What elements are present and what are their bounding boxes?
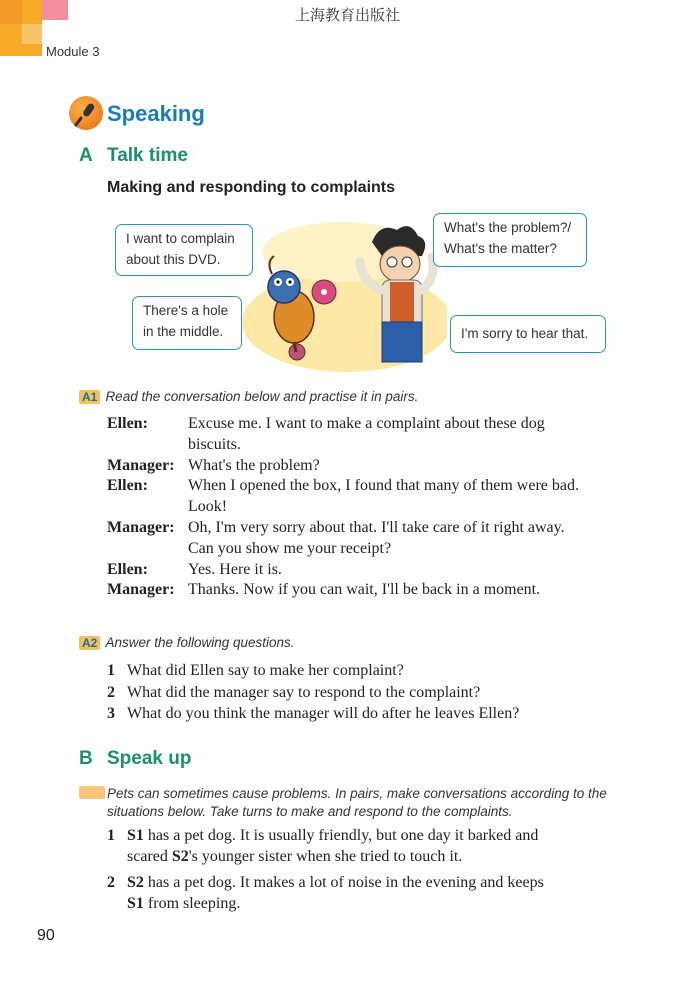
dvd-disc bbox=[312, 280, 336, 304]
question-number: 2 bbox=[107, 683, 115, 701]
dialogue-line: When I opened the box, I found that many of them were bad. bbox=[188, 477, 579, 495]
dialogue-line: Yes. Here it is. bbox=[188, 560, 282, 578]
bubble-line: in the middle. bbox=[143, 324, 224, 339]
question-text: What do you think the manager will do after he leaves Ellen? bbox=[127, 705, 520, 722]
bubble-line: There's a hole bbox=[143, 303, 229, 318]
a2-instruction-row bbox=[79, 632, 295, 651]
dialogue-line: Can you show me your receipt? bbox=[188, 539, 392, 557]
question-item bbox=[107, 682, 519, 704]
part-a-title: Talk time bbox=[107, 145, 188, 166]
student-label: S2 bbox=[127, 874, 144, 891]
dialogue-line: Look! bbox=[188, 498, 228, 516]
microphone-icon bbox=[69, 96, 103, 130]
situation-number: 1 bbox=[107, 827, 115, 844]
complaint-illustration bbox=[232, 212, 447, 372]
part-b-instruction bbox=[107, 785, 647, 821]
a1-tag: A1 bbox=[79, 390, 100, 404]
bubble-line: I want to complain bbox=[126, 231, 235, 246]
bubble-problem bbox=[433, 213, 587, 267]
instruction-line: situations below. Take turns to make and respond to the complaints. bbox=[107, 804, 513, 819]
speaker-name: Manager: bbox=[107, 581, 175, 599]
part-b-letter: B bbox=[79, 748, 93, 769]
a1-instruction-row bbox=[79, 386, 418, 405]
dialogue bbox=[107, 414, 647, 601]
situation-text: 's younger sister when she tried to touch it. bbox=[188, 848, 463, 865]
bubble-line: about this DVD. bbox=[126, 252, 221, 267]
student-label: S1 bbox=[127, 827, 144, 844]
a2-instruction: Answer the following questions. bbox=[105, 635, 295, 650]
speaker-name: Ellen: bbox=[107, 477, 148, 495]
student-label: S1 bbox=[127, 895, 144, 912]
part-b-title: Speak up bbox=[107, 748, 192, 769]
instruction-marker bbox=[79, 786, 105, 799]
bubble-hole bbox=[132, 296, 242, 350]
publisher-name: 上海教育出版社 bbox=[294, 6, 400, 24]
student-label: S2 bbox=[171, 848, 189, 865]
speaker-name: Manager: bbox=[107, 456, 175, 474]
bubble-complain bbox=[115, 224, 253, 276]
dialogue-line: What's the problem? bbox=[188, 456, 320, 474]
speaker-name: Manager: bbox=[107, 518, 175, 536]
question-item bbox=[107, 703, 519, 725]
corner-decoration bbox=[22, 24, 42, 44]
situation-number: 2 bbox=[107, 874, 115, 891]
dialogue-turn bbox=[107, 476, 647, 518]
question-text: What did the manager say to respond to the complaint? bbox=[127, 683, 481, 701]
situation-item bbox=[107, 872, 607, 914]
question-number: 1 bbox=[107, 662, 115, 679]
a1-instruction: Read the conversation below and practise it in pairs. bbox=[105, 389, 419, 404]
dialogue-turn bbox=[107, 518, 647, 560]
question-text: What did Ellen say to make her complaint? bbox=[127, 662, 404, 679]
part-a-letter: A bbox=[79, 145, 93, 166]
situation-text: from sleeping. bbox=[143, 895, 241, 912]
bubble-line: What's the matter? bbox=[444, 241, 557, 256]
question-number: 3 bbox=[107, 705, 115, 722]
bubble-sorry bbox=[450, 315, 606, 353]
dialogue-line: biscuits. bbox=[188, 435, 241, 453]
situation-text: has a pet dog. It is usually friendly, but one day it barked and bbox=[143, 827, 539, 844]
question-list bbox=[107, 660, 519, 725]
page-number: 90 bbox=[37, 927, 55, 944]
speaker-name: Ellen: bbox=[107, 560, 148, 578]
question-item bbox=[107, 660, 519, 682]
dialogue-line: Excuse me. I want to make a complaint about these dog bbox=[188, 415, 545, 432]
dialogue-turn bbox=[107, 414, 647, 456]
instruction-line: Pets can sometimes cause problems. In pairs, make conversations according to the bbox=[107, 786, 607, 801]
situation-text: has a pet dog. It makes a lot of noise in the evening and keeps bbox=[143, 874, 544, 891]
a2-tag: A2 bbox=[79, 636, 100, 650]
situation-text: scared bbox=[127, 848, 172, 865]
speaker-name: Ellen: bbox=[107, 415, 148, 432]
dialogue-turn bbox=[107, 580, 647, 601]
dialogue-line: Oh, I'm very sorry about that. I'll take care of it right away. bbox=[188, 518, 565, 536]
dialogue-line: Thanks. Now if you can wait, I'll be back in a moment. bbox=[188, 581, 541, 599]
dialogue-turn bbox=[107, 456, 647, 477]
dialogue-turn bbox=[107, 560, 647, 581]
bubble-line: What's the problem?/ bbox=[444, 220, 572, 235]
section-title: Speaking bbox=[107, 101, 205, 126]
subheading: Making and responding to complaints bbox=[107, 179, 396, 196]
module-label: Module 3 bbox=[46, 44, 100, 59]
situation-item bbox=[107, 825, 607, 867]
bubble-line: I'm sorry to hear that. bbox=[461, 326, 589, 341]
